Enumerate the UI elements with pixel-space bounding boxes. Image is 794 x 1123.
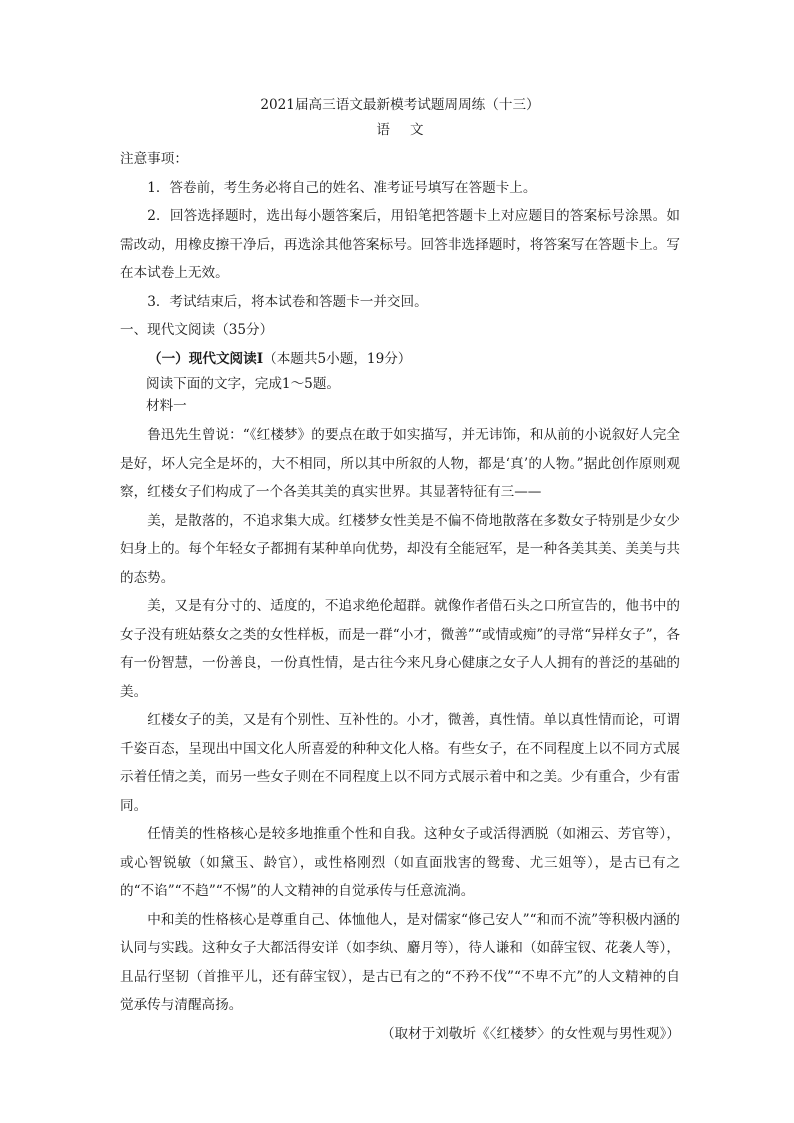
material-paragraph: 美，是散落的，不追求集大成。红楼梦女性美是不偏不倚地散落在多数女子特别是少女少妇身上的。每个年轻女子都拥有某种单向优势，却没有全能冠军，是一种各美其美、美美与共的态势。 <box>120 512 680 586</box>
material-paragraph: 美，又是有分寸的、适度的，不追求绝伦超群。就像作者借石头之口所宣告的，他书中的女子没有班姑蔡女之类的女性样板，而是一群“小才，微善”“或情或痴”的寻常“异样女子”，各有一份智慧，一份善良，一份真性情，是古往今来凡身心健康之女子人人拥有的普泛的基础的美。 <box>120 598 680 700</box>
section-heading: 一、现代文阅读（35分） <box>120 322 274 338</box>
material-paragraph: 任情美的性格核心是较多地推重个性和自我。这种女子或活得洒脱（如湘云、芳官等），或心智锐敏（如黛玉、龄官），或性格刚烈（如直面戕害的鸳鸯、尤三姐等），是古已有之的“不谄”“不趋”“不惕”的人文精神的自觉承传与任意流淌。 <box>120 826 680 899</box>
subject-title: 语文 <box>376 122 444 138</box>
notice-item-1: 1．答卷前，考生务必将自己的姓名、准考证号填写在答题卡上。 <box>147 179 537 196</box>
notice-item-2: 2．回答选择题时，选出每小题答案后，用铅笔把答题卡上对应题目的答案标号涂黑。如需改动，用橡皮擦干净后，再选涂其他答案标号。回答非选择题时，将答案写在答题卡上。写在本试卷上无效。 <box>120 208 680 281</box>
part-heading-bold: （一）现代文阅读Ⅰ <box>148 350 264 367</box>
reading-instruction: 阅读下面的文字，完成1～5题。 <box>146 376 341 392</box>
exam-page <box>120 93 680 1048</box>
exam-title: 2021届高三语文最新模考试题周周练（十三） <box>260 97 540 113</box>
material-label: 材料一 <box>146 398 187 414</box>
material-paragraph: 鲁迅先生曾说：“《红楼梦》的要点在敢于如实描写，并无讳饰，和从前的小说叙好人完全是好，坏人完全是坏的，大不相同，所以其中所叙的人物，都是‘真’的人物。”据此创作原则观察，红楼女子们构成了一个各美其美的真实世界。其显著特征有三—— <box>120 427 680 500</box>
part-heading-rest: （本题共5小题，19分） <box>263 350 412 367</box>
material-source: （取材于刘敬圻《〈红楼梦〉的女性观与男性观》） <box>380 1025 680 1042</box>
notice-item-3: 3．考试结束后，将本试卷和答题卡一并交回。 <box>147 293 428 310</box>
notice-heading: 注意事项： <box>120 151 188 167</box>
part-heading <box>120 345 680 374</box>
material-paragraph: 中和美的性格核心是尊重自己、体恤他人，是对儒家“修己安人”“和而不流”等积极内涵的认同与实践。这种女子大都活得安详（如李纨、麝月等），待人谦和（如薛宝钗、花袭人等），且品行坚韧（首推平儿，还有薛宝钗），是古已有之的“不矜不伐”“不卑不亢”的人文精神的自觉承传与清醒高扬。 <box>120 911 680 1013</box>
material-paragraph: 红楼女子的美，又是有个别性、互补性的。小才，微善，真性情。单以真性情而论，可谓千姿百态，呈现出中国文化人所喜爱的种种文化人格。有些女子，在不同程度上以不同方式展示着任情之美，而另一些女子则在不同程度上以不同方式展示着中和之美。少有重合，少有雷同。 <box>120 712 680 814</box>
